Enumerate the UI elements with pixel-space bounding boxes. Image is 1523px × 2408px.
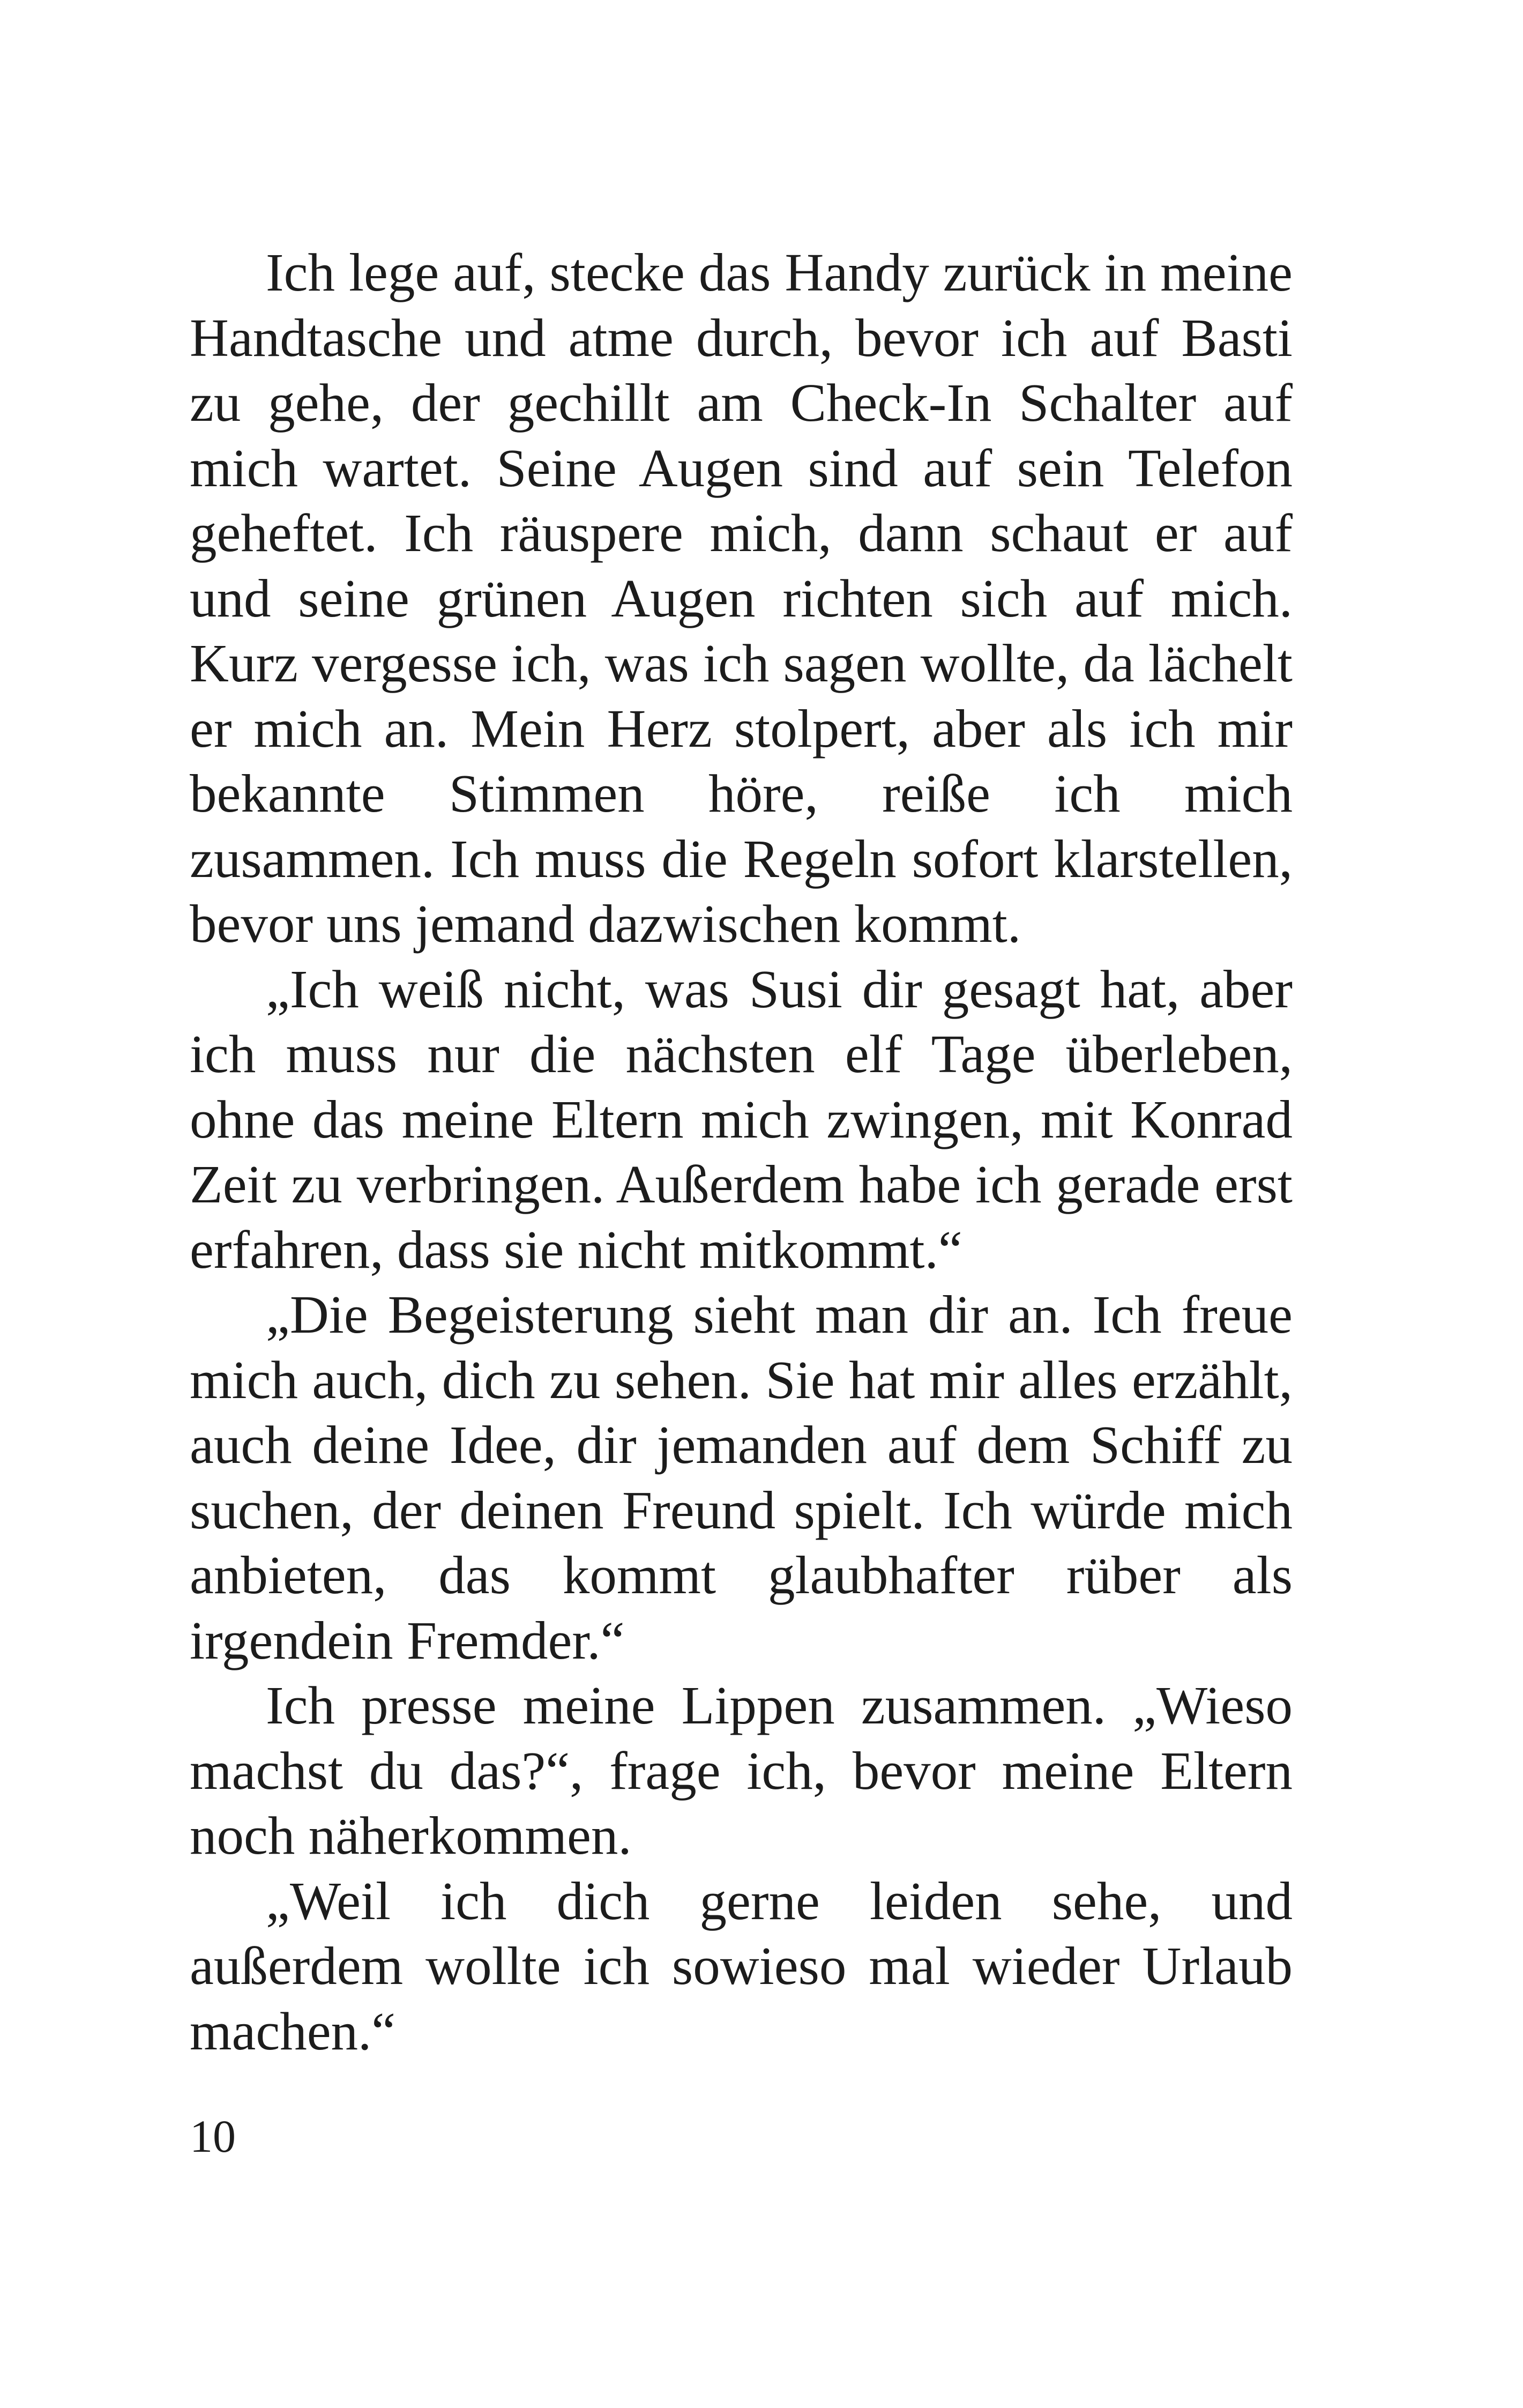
paragraph-3: „Die Begeisterung sieht man dir an. Ich freue mich auch, dich zu sehen. Sie hat mir alles erzählt, auch deine Idee, dir jemanden auf dem Schiff zu suchen, der deinen Freund spielt. Ich würde mich anbieten, das kommt glaubhafter rüber als irgendein Fremder.“ (190, 1284, 1293, 1670)
paragraph-5: „Weil ich dich gerne leiden sehe, und außerdem wollte ich sowieso mal wieder Urlaub machen.“ (190, 1870, 1293, 2061)
paragraph-1: Ich lege auf, stecke das Handy zurück in meine Handtasche und atme durch, bevor ich auf Basti zu gehe, der gechillt am Check-In Schalter auf mich wartet. Seine Augen sind auf sein Telefon geheftet. Ich räuspere mich, dann schaut er auf und seine grünen Augen richten sich auf mich. Kurz vergesse ich, was ich sagen wollte, da lächelt er mich an. Mein Herz stolpert, aber als ich mir bekannte Stimmen höre, reiße ich mich zusammen. Ich muss die Regeln sofort klarstellen, bevor uns jemand dazwischen kommt. (190, 242, 1293, 954)
paragraph-2: „Ich weiß nicht, was Susi dir gesagt hat, aber ich muss nur die nächsten elf Tage überleben, ohne das meine Eltern mich zwingen, mit Konrad Zeit zu verbringen. Außerdem habe ich gerade erst erfahren, dass sie nicht mitkommt.“ (190, 958, 1293, 1280)
paragraph-4: Ich presse meine Lippen zusammen. „Wieso machst du das?“, frage ich, bevor meine Eltern noch näherkommen. (190, 1675, 1293, 1866)
page-number: 10 (190, 2110, 236, 2162)
body-text (190, 240, 1293, 2064)
